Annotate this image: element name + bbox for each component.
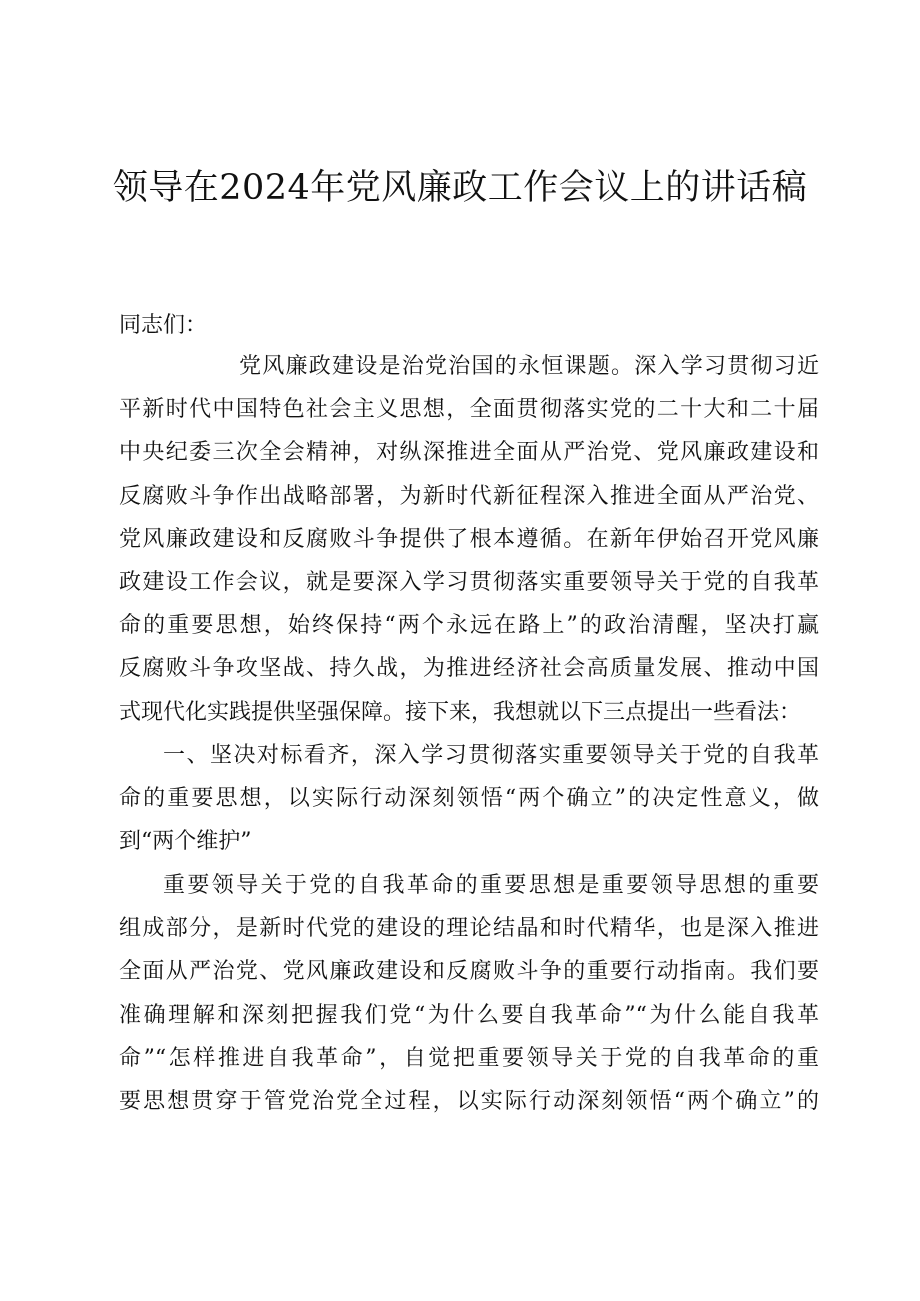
paragraph-line: 反腐败斗争作出战略部署，为新时代新征程深入推进全面从严治党、 [119,483,819,509]
paragraph-line: 到“两个维护” [119,829,252,855]
paragraph-line: 一、坚决对标看齐，深入学习贯彻落实重要领导关于党的自我革 [163,743,819,768]
paragraph-line: 重要领导关于党的自我革命的重要思想是重要领导思想的重要 [163,873,819,898]
paragraph-line: 准确理解和深刻把握我们党“为什么要自我革命”“为什么能自我革 [119,1002,819,1028]
section-heading-1 [119,734,819,864]
paragraph-line: 中央纪委三次全会精神，对纵深推进全面从严治党、党风廉政建设和 [119,440,819,466]
paragraph-line: 党风廉政建设是治党治国的永恒课题。深入学习贯彻习近 [239,354,819,379]
paragraph-line: 要思想贯穿于管党治党全过程，以实际行动深刻领悟“两个确立”的 [119,1089,819,1115]
document-title: 领导在2024年党风廉政工作会议上的讲话稿 [112,168,808,208]
greeting: 同志们： [119,313,208,338]
paragraph-line: 命”“怎样推进自我革命”，自觉把重要领导关于党的自我革命的重 [119,1045,819,1071]
paragraph-line: 党风廉政建设和反腐败斗争提供了根本遵循。在新年伊始召开党风廉 [119,526,819,552]
paragraph-line: 反腐败斗争攻坚战、持久战，为推进经济社会高质量发展、推动中国 [119,656,819,682]
paragraph-line: 组成部分，是新时代党的建设的理论结晶和时代精华，也是深入推进 [119,916,819,942]
paragraph-line: 命的重要思想，始终保持“两个永远在路上”的政治清醒，坚决打赢 [119,613,819,639]
paragraph-line: 政建设工作会议，就是要深入学习贯彻落实重要领导关于党的自我革 [119,570,819,596]
paragraph-line: 命的重要思想，以实际行动深刻领悟“两个确立”的决定性意义，做 [119,786,819,812]
paragraph-body [119,864,819,1123]
paragraph-line: 平新时代中国特色社会主义思想，全面贯彻落实党的二十大和二十届 [119,397,819,423]
paragraph-line: 全面从严治党、党风廉政建设和反腐败斗争的重要行动指南。我们要 [119,959,819,985]
paragraph-line: 式现代化实践提供坚强保障。接下来，我想就以下三点提出一些看法： [119,699,802,725]
paragraph-intro [119,345,819,734]
